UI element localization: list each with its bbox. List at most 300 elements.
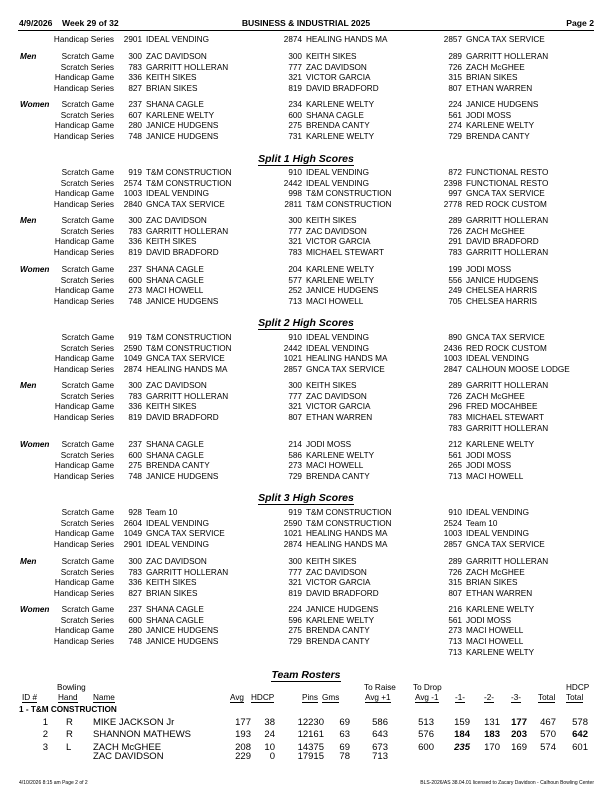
men-row-c3-score: 289 [448, 52, 462, 61]
split-1-men-row-c1-score: 819 [128, 248, 142, 258]
roster-cell-g3: 203 [511, 729, 527, 741]
split-1-team-row-c3-name: FUNCTIONAL RESTO [466, 178, 549, 188]
split-2-men-row-label: Handicap Game [54, 402, 114, 412]
split-2-men-row-c2-score: 321 [288, 402, 302, 412]
roster-cell-htotal: 578 [572, 717, 588, 728]
split-1-women-row-c2-score: 252 [288, 286, 302, 296]
split-2-women-row-c1-score: 275 [128, 461, 142, 471]
split-2-women-row-c2-score: 729 [288, 472, 302, 482]
split-3-men-row-c1-score: 300 [128, 557, 142, 566]
split-2-men-row-c2-score: 777 [288, 391, 302, 401]
split-3-women-row-label: Scratch Series [60, 615, 114, 625]
split-3-team-row-c1-score: 928 [128, 508, 142, 517]
split-2-women-row-c1-score: 237 [128, 440, 142, 449]
roster-team-label: 1 - T&M CONSTRUCTION [19, 705, 117, 714]
split-2-women-row-c3-score: 212 [448, 440, 462, 449]
split-2-team-row-c1-score: 2874 [123, 365, 142, 375]
col-name-header: Name [93, 693, 115, 702]
roster-cell-htotal: 642 [572, 729, 588, 741]
split-3-team-row-c3-score: 2857 [443, 540, 462, 550]
split-2-team-row-c1-name: T&M CONSTRUCTION [146, 343, 232, 353]
split-1-women-label: Women [20, 265, 50, 274]
split-2-team-row-c3-score: 2847 [443, 365, 462, 375]
split-2-women-row-c2-name: BRENDA CANTY [306, 472, 370, 482]
split-3-men-row-c2-score: 300 [288, 557, 302, 566]
women-row-label: Handicap Series [53, 132, 114, 142]
split-2-team-row-c2-score: 1021 [283, 354, 302, 364]
split-3-team-row-c1-name: IDEAL VENDING [146, 518, 209, 528]
split-2-team-row-label: Handicap Series [53, 365, 114, 375]
split-2-women-row-c1-name: JANICE HUDGENS [146, 472, 219, 482]
women-row-c1-score: 280 [128, 121, 142, 131]
split-1-title [0, 153, 612, 165]
roster-cell-gms: 78 [339, 751, 350, 762]
men-row-c3-score: 726 [448, 62, 462, 72]
split-1-men-row-label: Scratch Game [61, 216, 114, 225]
split-3-men-row-c1-name: ZAC DAVIDSON [146, 557, 207, 566]
split-1-men-row-c3-name: DAVID BRADFORD [466, 237, 539, 247]
split-2-team-row-c1-name: GNCA TAX SERVICE [146, 354, 225, 364]
men-row-label: Handicap Game [54, 73, 114, 83]
roster-cell-g1: 235 [454, 741, 470, 753]
split-1-team-row-c1-name: GNCA TAX SERVICE [146, 200, 225, 210]
split-1-team-row-label: Scratch Game [61, 168, 114, 177]
roster-cell-total: 570 [540, 729, 556, 741]
col-total-header: Total [538, 693, 556, 702]
split-2-men-row-c3-name: ZACH McGHEE [466, 391, 525, 401]
roster-cell-gms: 69 [339, 717, 350, 728]
women-row-c1-name: JANICE HUDGENS [146, 121, 219, 131]
split-1-men-row-c2-score: 777 [288, 226, 302, 236]
split-2-women-row-c3-score: 265 [448, 461, 462, 471]
split-3-team-row-c3-name: IDEAL VENDING [466, 508, 529, 517]
team-handicap-series-row-c2-score: 2874 [283, 35, 302, 44]
split-2-men-row-c1-name: DAVID BRADFORD [146, 413, 219, 423]
split-1-women-row-label: Scratch Game [61, 265, 114, 274]
split-2-title-text: Split 2 High Scores [258, 317, 354, 329]
split-2-women-row-label: Handicap Series [53, 472, 114, 482]
split-1-team-row-c2-name: IDEAL VENDING [306, 168, 369, 177]
split-3-women-row-c2-name: KARLENE WELTY [306, 615, 375, 625]
split-3-men-row-label: Scratch Game [61, 557, 114, 566]
split-1-women-row-label: Scratch Series [60, 275, 114, 285]
split-3-team-row-c2-name: T&M CONSTRUCTION [306, 508, 392, 517]
roster-cell-hdcp: 0 [269, 751, 275, 762]
women-row-c2-name: BRENDA CANTY [306, 121, 370, 131]
split-1-men-row-c2-name: KEITH SIKES [306, 216, 357, 225]
split-1-women-row-c2-name: KARLENE WELTY [306, 275, 375, 285]
split-3-women-row-c2-name: BRENDA CANTY [306, 637, 370, 647]
header-rule [18, 30, 594, 31]
split-3-men-row-c1-score: 827 [128, 589, 142, 599]
split-2-men-label: Men [20, 381, 37, 390]
roster-cell-hdcp: 38 [264, 717, 275, 728]
women-row-c3-score: 729 [448, 132, 462, 142]
split-1-men-row-c3-name: GARRITT HOLLERAN [466, 216, 549, 225]
split-3-men-row-label: Scratch Series [60, 567, 114, 577]
men-row-c1-score: 783 [128, 62, 142, 72]
split-2-team-row-c1-score: 2590 [123, 343, 142, 353]
split-3-team-row-c3-name: GNCA TAX SERVICE [466, 540, 545, 550]
split-2-team-row-label: Scratch Game [61, 333, 114, 342]
split-3-women-row-label: Handicap Game [54, 626, 114, 636]
col-pins-header: Pins [302, 693, 318, 702]
split-2-men-row-c1-name: ZAC DAVIDSON [146, 381, 207, 390]
split-2-team-row-c3-score: 2436 [443, 343, 462, 353]
split-1-women-row-c2-name: KARLENE WELTY [306, 265, 375, 274]
split-3-men-row-c2-score: 819 [288, 589, 302, 599]
men-row-c3-name: ZACH McGHEE [466, 62, 525, 72]
women-row-c1-name: KARLENE WELTY [146, 110, 215, 120]
split-2-women-row-c2-name: MACI HOWELL [306, 461, 364, 471]
split-2-women-row-label: Scratch Series [60, 450, 114, 460]
roster-cell-pins: 12230 [297, 717, 324, 728]
split-3-team-row-c2-score: 2590 [283, 518, 302, 528]
split-2-men-row-c3-score: 783 [448, 413, 462, 423]
men-row-c3-name: ETHAN WARREN [466, 84, 533, 94]
split-3-men-row-c3-score: 289 [448, 557, 462, 566]
split-1-women-row-c1-score: 600 [128, 275, 142, 285]
split-1-women-row-c2-score: 204 [288, 265, 302, 274]
men-row-c2-name: ZAC DAVIDSON [306, 62, 367, 72]
roster-cell-g2: 131 [484, 717, 500, 728]
split-1-men-row-c2-score: 783 [288, 248, 302, 258]
split-2-men-row-c3-score: 296 [448, 402, 462, 412]
roster-cell-drop: 600 [418, 741, 434, 753]
split-2-women-row-c1-score: 748 [128, 472, 142, 482]
split-2-men-row-label: Scratch Game [61, 381, 114, 390]
split-2-women-row-c2-score: 214 [288, 440, 302, 449]
split-1-men-row-label: Scratch Series [60, 226, 114, 236]
split-3-team-row-c3-name: IDEAL VENDING [466, 529, 529, 539]
split-1-men-row-c1-score: 783 [128, 226, 142, 236]
split-3-women-row-label: Scratch Game [61, 605, 114, 614]
men-group-label: Men [20, 52, 37, 61]
footer-license: BLS-2026/AS 38.04.01 licensed to Zacary Davidson - Calhoun Bowling Center [420, 780, 594, 786]
split-2-team-row-c3-name: GNCA TAX SERVICE [466, 333, 545, 342]
roster-cell-name: MIKE JACKSON Jr [93, 717, 175, 728]
split-2-women-row-label: Handicap Game [54, 461, 114, 471]
roster-cell-hand: R [66, 729, 73, 741]
split-1-team-row-c2-score: 910 [288, 168, 302, 177]
roster-cell-gms: 69 [339, 741, 350, 753]
split-3-women-row-c3-name: MACI HOWELL [466, 637, 524, 647]
split-3-team-row-c3-score: 1003 [443, 529, 462, 539]
men-row-label: Scratch Game [61, 52, 114, 61]
women-row-label: Scratch Series [60, 110, 114, 120]
split-1-men-row-c1-name: DAVID BRADFORD [146, 248, 219, 258]
split-3-men-row-c3-name: GARRITT HOLLERAN [466, 557, 549, 566]
roster-cell-drop: 513 [418, 717, 434, 728]
women-row-c3-name: JODI MOSS [466, 110, 512, 120]
split-2-men-row-c2-score: 807 [288, 413, 302, 423]
split-3-team-row-label: Handicap Game [54, 529, 114, 539]
split-1-team-row-c1-name: IDEAL VENDING [146, 189, 209, 199]
col-drop-top-header: To Drop [413, 683, 442, 692]
split-1-team-row-c2-name: T&M CONSTRUCTION [306, 189, 392, 199]
women-row-c1-score: 748 [128, 132, 142, 142]
split-1-team-row-c2-score: 2442 [283, 178, 302, 188]
split-1-men-row-c2-name: MICHAEL STEWART [306, 248, 384, 258]
split-2-men-row-label: Handicap Series [53, 413, 114, 423]
split-1-men-row-c2-name: ZAC DAVIDSON [306, 226, 367, 236]
split-3-men-row-c1-score: 783 [128, 567, 142, 577]
split-3-team-row-c1-name: Team 10 [146, 508, 178, 517]
men-row-c3-name: BRIAN SIKES [466, 73, 518, 83]
roster-cell-id: 2 [42, 729, 48, 741]
split-2-women-row-c1-name: SHANA CAGLE [146, 450, 204, 460]
split-3-women-row-c1-score: 600 [128, 615, 142, 625]
split-3-women-row-c2-score: 729 [288, 637, 302, 647]
split-1-team-row-c2-score: 998 [288, 189, 302, 199]
split-2-women-label: Women [20, 440, 50, 449]
roster-cell-hdcp: 24 [264, 729, 275, 741]
women-row-c3-score: 274 [448, 121, 462, 131]
roster-cell-name: ZAC DAVIDSON [93, 751, 164, 762]
split-2-women-row-c2-score: 586 [288, 450, 302, 460]
split-3-title-text: Split 3 High Scores [258, 492, 354, 504]
split-2-team-row-c3-name: RED ROCK CUSTOM [466, 343, 547, 353]
split-2-men-row-c3-score: 726 [448, 391, 462, 401]
split-1-women-row-label: Handicap Series [53, 297, 114, 307]
split-1-men-row-c3-score: 291 [448, 237, 462, 247]
women-row-c1-score: 607 [128, 110, 142, 120]
split-1-women-row-c1-name: JANICE HUDGENS [146, 297, 219, 307]
team-handicap-series-row-c3-score: 2857 [443, 35, 462, 44]
split-2-team-row-c3-name: CALHOUN MOOSE LODGE [466, 365, 570, 375]
split-1-women-row-c1-score: 273 [128, 286, 142, 296]
roster-cell-avg: 193 [235, 729, 251, 741]
women-row-c3-score: 224 [448, 100, 462, 109]
men-row-c1-score: 300 [128, 52, 142, 61]
split-2-team-row-c2-name: IDEAL VENDING [306, 343, 369, 353]
split-2-team-row-label: Scratch Series [60, 343, 114, 353]
split-2-women-row-c1-name: BRENDA CANTY [146, 461, 210, 471]
split-1-women-row-c2-name: MACI HOWELL [306, 297, 364, 307]
split-1-men-label: Men [20, 216, 37, 225]
split-1-team-row-c1-score: 2574 [123, 178, 142, 188]
split-3-men-row-c3-score: 726 [448, 567, 462, 577]
roster-cell-htotal: 601 [572, 741, 588, 753]
split-2-women-row-c3-score: 561 [448, 450, 462, 460]
split-2-team-row-c3-name: IDEAL VENDING [466, 354, 529, 364]
roster-cell-gms: 63 [339, 729, 350, 741]
split-2-team-row-c1-name: T&M CONSTRUCTION [146, 333, 232, 342]
roster-cell-g3: 177 [511, 717, 527, 728]
split-3-women-row-c3-score: 713 [448, 637, 462, 647]
women-row-c3-name: KARLENE WELTY [466, 121, 535, 131]
split-2-team-row-c3-score: 1003 [443, 354, 462, 364]
team-handicap-series-row-label: Handicap Series [53, 35, 114, 44]
split-3-team-row-c2-score: 2874 [283, 540, 302, 550]
split-2-men-tie-name: GARRITT HOLLERAN [466, 424, 549, 433]
split-2-men-row-c2-score: 300 [288, 381, 302, 390]
split-1-women-row-c2-score: 577 [288, 275, 302, 285]
page-number: Page 2 [566, 18, 594, 28]
split-2-men-row-c2-name: VICTOR GARCIA [306, 402, 371, 412]
split-1-women-row-c2-name: JANICE HUDGENS [306, 286, 379, 296]
men-row-c2-score: 300 [288, 52, 302, 61]
women-row-c2-score: 600 [288, 110, 302, 120]
split-3-women-row-c3-name: MACI HOWELL [466, 626, 524, 636]
split-1-team-row-c2-score: 2811 [284, 200, 302, 210]
women-row-label: Scratch Game [61, 100, 114, 109]
split-3-team-row-label: Scratch Game [61, 508, 114, 517]
split-1-men-row-c3-name: ZACH McGHEE [466, 226, 525, 236]
split-3-men-row-c2-name: VICTOR GARCIA [306, 578, 371, 588]
split-1-women-row-c3-name: CHELSEA HARRIS [466, 286, 537, 296]
split-3-women-row-c2-name: JANICE HUDGENS [306, 605, 379, 614]
split-3-women-row-c1-name: SHANA CAGLE [146, 615, 204, 625]
split-2-women-row-c3-name: JODI MOSS [466, 450, 512, 460]
rosters-title: Team Rosters [271, 669, 341, 681]
split-3-women-row-label: Handicap Series [53, 637, 114, 647]
roster-cell-hand: L [66, 741, 72, 753]
men-row-c1-name: GARRITT HOLLERAN [146, 62, 229, 72]
roster-cell-total: 467 [540, 717, 556, 728]
league-name: BUSINESS & INDUSTRIAL 2025 [241, 18, 371, 28]
men-row-c1-name: ZAC DAVIDSON [146, 52, 207, 61]
split-1-men-row-c3-score: 726 [448, 226, 462, 236]
split-1-team-row-c2-name: IDEAL VENDING [306, 178, 369, 188]
men-row-c2-score: 819 [288, 84, 302, 94]
roster-cell-raise: 643 [372, 729, 388, 741]
split-3-team-row-label: Scratch Series [60, 518, 114, 528]
men-row-c3-score: 315 [448, 73, 462, 83]
roster-cell-avg: 177 [235, 717, 251, 728]
split-1-team-row-label: Handicap Game [54, 189, 114, 199]
split-2-team-row-c1-name: HEALING HANDS MA [146, 365, 228, 375]
men-row-c3-score: 807 [448, 84, 462, 94]
split-1-men-row-c1-score: 336 [128, 237, 142, 247]
split-1-team-row-c3-score: 872 [448, 168, 462, 177]
roster-cell-g3: 169 [511, 741, 527, 753]
men-row-c1-name: BRIAN SIKES [146, 84, 198, 94]
split-1-women-row-c1-name: SHANA CAGLE [146, 265, 204, 274]
split-2-women-row-c2-name: JODI MOSS [306, 440, 352, 449]
col-raise-header: Avg +1 [365, 693, 391, 702]
split-2-men-row-c2-name: ETHAN WARREN [306, 413, 373, 423]
split-3-women-label: Women [20, 605, 50, 614]
women-row-c3-name: BRENDA CANTY [466, 132, 530, 142]
split-1-women-row-c3-name: JODI MOSS [466, 265, 512, 274]
split-3-women-row-c2-score: 224 [288, 605, 302, 614]
split-3-team-row-c1-score: 2901 [123, 540, 142, 550]
split-3-men-row-label: Handicap Game [54, 578, 114, 588]
split-1-women-row-c3-score: 705 [448, 297, 462, 307]
split-2-men-row-c3-name: GARRITT HOLLERAN [466, 381, 549, 390]
split-1-men-row-c3-name: GARRITT HOLLERAN [466, 248, 549, 258]
split-3-men-row-c1-name: BRIAN SIKES [146, 589, 198, 599]
men-row-c1-score: 336 [128, 73, 142, 83]
roster-cell-raise: 673 [372, 741, 388, 753]
split-3-team-row-c2-name: HEALING HANDS MA [306, 540, 388, 550]
split-3-team-row-c1-score: 1049 [123, 529, 142, 539]
team-handicap-series-row-c1-score: 2901 [123, 35, 142, 44]
split-2-women-row-c2-score: 273 [288, 461, 302, 471]
split-3-women-row-c1-score: 280 [128, 626, 142, 636]
men-row-label: Handicap Series [53, 84, 114, 94]
women-group-label: Women [20, 100, 50, 109]
split-3-men-row-label: Handicap Series [53, 589, 114, 599]
women-row-c1-score: 237 [128, 100, 142, 109]
split-3-title [0, 492, 612, 504]
split-3-team-row-c1-score: 2604 [123, 518, 142, 528]
roster-cell-raise: 586 [372, 717, 388, 728]
col-hdcp-total-header: Total [566, 693, 584, 702]
roster-cell-hand: R [66, 717, 73, 728]
split-2-men-row-c3-name: MICHAEL STEWART [466, 413, 544, 423]
men-row-c2-name: VICTOR GARCIA [306, 73, 371, 83]
split-3-women-tie-name: KARLENE WELTY [466, 648, 535, 657]
split-1-men-row-c3-score: 289 [448, 216, 462, 225]
col-gms-header: Gms [322, 693, 340, 702]
roster-cell-g2: 170 [484, 741, 500, 753]
men-row-c2-name: DAVID BRADFORD [306, 84, 379, 94]
split-3-team-row-c3-score: 2524 [443, 518, 462, 528]
split-2-team-row-c1-score: 919 [128, 333, 142, 342]
split-2-team-row-c3-score: 890 [448, 333, 462, 342]
split-2-team-row-c2-score: 910 [288, 333, 302, 342]
split-1-team-row-c1-score: 1003 [123, 189, 142, 199]
team-handicap-series-row-c3-name: GNCA TAX SERVICE [466, 35, 545, 44]
split-1-women-row-c3-score: 556 [448, 275, 462, 285]
split-3-men-row-c1-score: 336 [128, 578, 142, 588]
split-2-team-row-label: Handicap Game [54, 354, 114, 364]
split-3-team-row-c2-name: T&M CONSTRUCTION [306, 518, 392, 528]
split-1-women-row-c3-name: JANICE HUDGENS [466, 275, 539, 285]
split-2-women-row-label: Scratch Game [61, 440, 114, 449]
split-3-men-row-c3-name: BRIAN SIKES [466, 578, 518, 588]
split-3-team-row-c1-name: GNCA TAX SERVICE [146, 529, 225, 539]
split-3-men-row-c1-name: KEITH SIKES [146, 578, 197, 588]
split-2-men-row-c3-score: 289 [448, 381, 462, 390]
split-3-women-row-c3-score: 273 [448, 626, 462, 636]
women-row-c2-score: 275 [288, 121, 302, 131]
roster-cell-pins: 17915 [297, 751, 324, 762]
split-3-women-tie-score: 713 [448, 648, 462, 657]
split-2-women-row-c3-score: 713 [448, 472, 462, 482]
split-2-team-row-c2-name: GNCA TAX SERVICE [306, 365, 385, 375]
col-avg-header: Avg [230, 693, 244, 702]
split-1-women-row-c3-score: 199 [448, 265, 462, 274]
col-drop-header: Avg -1 [415, 693, 439, 702]
split-2-men-row-c1-name: KEITH SIKES [146, 402, 197, 412]
roster-cell-g2: 183 [484, 729, 500, 741]
women-row-label: Handicap Game [54, 121, 114, 131]
col-hdcp-header: HDCP [251, 693, 275, 702]
split-3-women-row-c1-name: JANICE HUDGENS [146, 626, 219, 636]
split-1-team-row-c1-score: 2840 [123, 200, 142, 210]
roster-cell-g1: 184 [454, 729, 470, 741]
split-3-women-row-c3-name: KARLENE WELTY [466, 605, 535, 614]
split-2-men-row-c3-name: FRED MOCAHBEE [466, 402, 538, 412]
split-3-men-row-c3-score: 315 [448, 578, 462, 588]
split-3-women-row-c1-name: SHANA CAGLE [146, 605, 204, 614]
women-row-c2-name: KARLENE WELTY [306, 100, 375, 109]
col-hdcp-total-top-header: HDCP [566, 683, 590, 692]
men-row-c1-name: KEITH SIKES [146, 73, 197, 83]
split-1-men-row-c1-name: KEITH SIKES [146, 237, 197, 247]
split-3-men-row-c1-name: GARRITT HOLLERAN [146, 567, 229, 577]
roster-cell-name: SHANNON MATHEWS [93, 729, 191, 741]
split-2-team-row-c2-score: 2857 [283, 365, 302, 375]
roster-cell-hdcp: 10 [264, 741, 275, 753]
split-1-women-row-label: Handicap Game [54, 286, 114, 296]
men-row-c3-name: GARRITT HOLLERAN [466, 52, 549, 61]
split-2-women-row-c1-score: 600 [128, 450, 142, 460]
split-3-women-row-c2-score: 275 [288, 626, 302, 636]
